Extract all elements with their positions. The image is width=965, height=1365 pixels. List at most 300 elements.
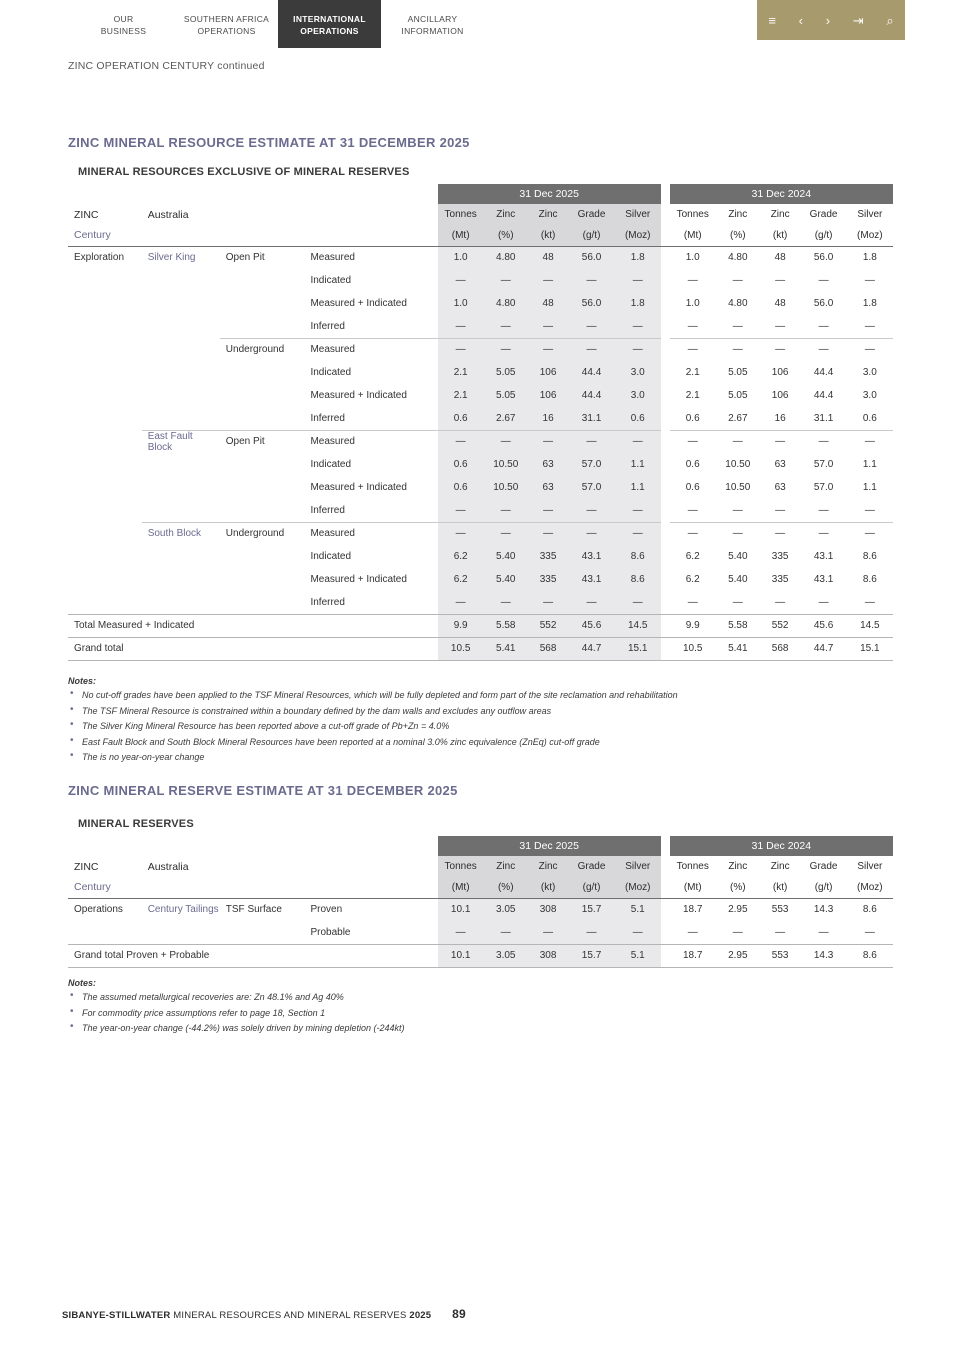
cell-zincpct-2025: 4.80 — [484, 246, 528, 269]
cell-silver-2024: — — [864, 926, 875, 938]
cell-tonnes-2025: 2.1 — [438, 361, 484, 384]
cell-tonnes-2025: 2.1 — [438, 384, 484, 407]
row-class: Measured — [304, 522, 437, 545]
row-gap — [661, 522, 670, 545]
column-header-grade-2025: Grade — [568, 204, 614, 225]
reserve-section-subtitle: MINERAL RESERVES — [78, 818, 194, 830]
row-gap — [661, 315, 670, 338]
row-class: Measured + Indicated — [310, 574, 407, 585]
row-gap — [661, 384, 670, 407]
column-header-silver-2025: Silver — [615, 204, 661, 225]
row-method — [220, 315, 305, 338]
cell-silver-2024: 8.6 — [862, 551, 877, 562]
cell-tonnes-2024: 18.7 — [682, 904, 703, 916]
row-gap — [661, 269, 670, 292]
cell-zinckt-2025: — — [528, 921, 569, 944]
cell-tonnes-2025: — — [438, 338, 484, 361]
cell-tonnes-2025: — — [438, 921, 484, 944]
running-header: ZINC OPERATION CENTURY continued — [68, 60, 265, 72]
grand-total-silver-2025: 5.1 — [615, 944, 661, 967]
grand-total-label: Grand total Proven + Probable — [74, 950, 210, 961]
row-asset: South Block — [142, 522, 220, 545]
cell-zinckt-2024: 48 — [774, 298, 786, 309]
cell-zinckt-2025: — — [528, 591, 569, 614]
cell-tonnes-2025: — — [438, 269, 484, 292]
row-gap — [661, 545, 670, 568]
unit-header-moz-2024: (Moz) — [857, 881, 883, 893]
empty-header-cell — [68, 836, 438, 856]
row-asset — [142, 338, 220, 361]
row-asset — [142, 476, 220, 499]
cell-silver-2024: — — [864, 275, 875, 286]
cell-zincpct-2025: 5.40 — [484, 545, 528, 568]
cell-zinckt-2025: 63 — [528, 476, 569, 499]
row-asset — [142, 591, 220, 614]
grand-total-zinckt-2025: 308 — [528, 944, 569, 967]
row-asset — [142, 269, 220, 292]
row-asset: Silver King — [147, 252, 196, 264]
column-header-silver-2024: Silver — [857, 209, 883, 220]
table-row — [68, 384, 893, 407]
row-method — [220, 407, 305, 430]
cell-grade-2025: 57.0 — [568, 476, 614, 499]
row-class: Indicated — [310, 367, 352, 378]
cell-zinckt-2025: — — [528, 499, 569, 522]
grand-total-zinckt-2024: 553 — [771, 950, 789, 961]
nav-item-southern-africa-operations[interactable] — [175, 0, 278, 48]
column-header-zinc-pct-2024: Zinc — [728, 209, 748, 220]
unit-header-moz-2025: (Moz) — [615, 225, 661, 246]
grand-total-tonnes-2025: 10.5 — [438, 637, 484, 660]
cell-zincpct-2025: — — [484, 315, 528, 338]
row-class: Measured + Indicated — [310, 390, 407, 401]
grand-total-silver-2024: 15.1 — [860, 643, 880, 654]
unit-header-mt-2025: (Mt) — [438, 877, 484, 898]
table-row — [68, 338, 893, 361]
grand-total-label: Grand total — [74, 643, 124, 654]
cell-tonnes-2024: 0.6 — [685, 412, 700, 424]
table-row — [68, 407, 893, 430]
column-header-country: Australia — [147, 208, 189, 221]
cell-zincpct-2024: 2.95 — [728, 904, 748, 916]
cell-grade-2025: — — [568, 430, 614, 453]
row-class: Measured — [304, 338, 437, 361]
cell-zinckt-2024: 335 — [771, 551, 789, 562]
cell-silver-2025: 1.1 — [615, 453, 661, 476]
table-row — [68, 430, 893, 453]
grand-total-silver-2025: 15.1 — [615, 637, 661, 660]
cell-silver-2024: — — [847, 338, 893, 361]
row-method: TSF Surface — [225, 904, 282, 916]
cell-zinckt-2025: — — [528, 430, 569, 453]
cell-grade-2024: 44.4 — [813, 390, 834, 401]
cell-grade-2024: 56.0 — [813, 298, 834, 309]
cell-silver-2024: — — [864, 320, 875, 332]
menu-icon[interactable]: ≡ — [768, 12, 776, 28]
cell-grade-2025: — — [568, 499, 614, 522]
cell-silver-2025: 8.6 — [615, 568, 661, 591]
cell-grade-2024: — — [818, 275, 829, 286]
grand-total-zincpct-2024: 2.95 — [728, 950, 748, 961]
cell-grade-2024: 44.4 — [813, 367, 834, 378]
cell-tonnes-2024: 2.1 — [685, 390, 700, 401]
row-gap — [661, 898, 670, 921]
cell-grade-2024: 57.0 — [813, 482, 834, 493]
grand-total-zincpct-2025: 5.41 — [484, 637, 528, 660]
cell-tonnes-2024: 2.1 — [685, 367, 700, 378]
empty-header-cell — [142, 225, 438, 246]
grand-total-silver-2024: 8.6 — [862, 950, 877, 961]
nav-toolbar — [757, 0, 905, 40]
row-asset: East Fault Block — [142, 430, 220, 453]
cell-zincpct-2024: 10.50 — [725, 482, 751, 493]
cell-grade-2025: — — [568, 591, 614, 614]
cell-grade-2025: — — [568, 522, 614, 545]
cell-grade-2024: — — [818, 320, 829, 332]
row-category — [68, 591, 142, 614]
row-gap — [661, 637, 670, 660]
row-category — [68, 499, 142, 522]
cell-silver-2024: 1.8 — [862, 252, 877, 264]
nav-item-international-operations[interactable] — [278, 0, 381, 48]
resource-section-subtitle: MINERAL RESOURCES EXCLUSIVE OF MINERAL RESERVES — [78, 166, 410, 178]
search-icon[interactable]: ⌕ — [886, 12, 894, 28]
cell-zinckt-2025: 106 — [528, 384, 569, 407]
table-column-header-row-2 — [68, 877, 893, 898]
cell-silver-2025: 1.8 — [615, 246, 661, 269]
footer-brand: SIBANYE-STILLWATER — [62, 1310, 171, 1321]
column-header-zinc-kt-2024: Zinc — [770, 209, 790, 220]
cell-zincpct-2025: — — [484, 269, 528, 292]
header-gap — [661, 225, 670, 246]
cell-tonnes-2024: — — [687, 320, 698, 332]
header-gap — [661, 877, 670, 898]
table-row — [68, 522, 893, 545]
header-gap — [661, 204, 670, 225]
cell-zincpct-2025: 10.50 — [484, 453, 528, 476]
total-zincpct-2024: 5.58 — [728, 620, 748, 631]
row-category — [68, 338, 142, 361]
row-category — [68, 476, 142, 499]
period-header-2024: 31 Dec 2024 — [670, 836, 893, 856]
cell-tonnes-2025: 1.0 — [438, 292, 484, 315]
row-category — [68, 522, 142, 545]
mineral-reserve-table — [68, 836, 893, 968]
table-row — [68, 898, 893, 921]
column-header-zinc-kt-2025: Zinc — [528, 204, 569, 225]
cell-silver-2025: — — [615, 430, 661, 453]
cell-silver-2025: — — [615, 338, 661, 361]
cell-grade-2024: — — [818, 926, 829, 938]
cell-silver-2024: 3.0 — [862, 390, 877, 401]
table-row — [68, 269, 893, 292]
cell-zincpct-2025: 4.80 — [484, 292, 528, 315]
cell-silver-2025: 1.8 — [615, 292, 661, 315]
cell-zincpct-2024: — — [732, 275, 743, 286]
next-page-icon[interactable]: › — [825, 12, 831, 28]
row-class: Indicated — [310, 459, 352, 470]
cell-grade-2025: 44.4 — [568, 384, 614, 407]
cell-zincpct-2025: 5.40 — [484, 568, 528, 591]
row-method — [220, 361, 305, 384]
table-row — [68, 499, 893, 522]
cell-zinckt-2024: 106 — [771, 367, 789, 378]
cell-zinckt-2024: — — [760, 522, 801, 545]
table-row — [68, 246, 893, 269]
cell-tonnes-2024: 1.0 — [685, 298, 700, 309]
nav-item-label-line1: ANCILLARY — [407, 14, 458, 24]
note-item: • The assumed metallurgical recoveries are: Zn 48.1% and Ag 40% — [68, 991, 898, 1003]
cell-tonnes-2024: 6.2 — [685, 551, 700, 562]
row-class: Inferred — [310, 412, 345, 424]
table-row — [68, 453, 893, 476]
cell-tonnes-2025: — — [438, 499, 484, 522]
cell-tonnes-2025: 0.6 — [438, 453, 484, 476]
cell-grade-2025: 43.1 — [568, 568, 614, 591]
cell-zinckt-2024: — — [775, 504, 786, 516]
nav-item-ancillary-information[interactable] — [381, 0, 484, 48]
row-category — [68, 384, 142, 407]
row-class: Inferred — [310, 596, 345, 608]
column-header-grade-2024: Grade — [809, 861, 838, 872]
cell-tonnes-2024: — — [687, 504, 698, 516]
table-period-header-row — [68, 836, 893, 856]
cell-tonnes-2024: 1.0 — [685, 252, 700, 264]
previous-page-icon[interactable]: ‹ — [798, 12, 803, 28]
unit-header-mt-2024: (Mt) — [683, 881, 702, 893]
cell-zinckt-2024: 553 — [771, 904, 789, 916]
total-zincpct-2025: 5.58 — [484, 614, 528, 637]
cell-tonnes-2024: — — [687, 596, 698, 608]
row-method — [220, 292, 305, 315]
nav-item-label-line2: OPERATIONS — [197, 26, 256, 36]
note-item: • For commodity price assumptions refer to page 18, Section 1 — [68, 1007, 898, 1019]
column-header-tonnes-2025: Tonnes — [438, 856, 484, 877]
row-class: Inferred — [310, 504, 345, 516]
cell-tonnes-2025: — — [438, 591, 484, 614]
total-tonnes-2025: 9.9 — [438, 614, 484, 637]
cell-tonnes-2025: — — [438, 430, 484, 453]
cell-grade-2025: — — [568, 315, 614, 338]
row-asset: Century Tailings — [147, 904, 219, 916]
table-column-header-row-1 — [68, 204, 893, 225]
grand-total-grade-2024: 14.3 — [813, 950, 834, 961]
row-method — [220, 453, 305, 476]
cell-silver-2024: 8.6 — [862, 574, 877, 585]
note-item: • The Silver King Mineral Resource has been reported above a cut-off grade of Pb+Zn = 4.0% — [68, 720, 898, 732]
column-header-silver-2025: Silver — [615, 856, 661, 877]
table-row — [68, 921, 893, 944]
column-header-zinc-pct-2024: Zinc — [728, 861, 748, 872]
footer-page-number: 89 — [452, 1307, 466, 1321]
cell-tonnes-2025: 1.0 — [438, 246, 484, 269]
table-column-header-row-1 — [68, 856, 893, 877]
cell-tonnes-2024: — — [687, 926, 698, 938]
cell-zincpct-2024: 4.80 — [728, 298, 748, 309]
cell-zincpct-2025: 3.05 — [484, 898, 528, 921]
total-silver-2025: 14.5 — [615, 614, 661, 637]
total-grade-2025: 45.6 — [568, 614, 614, 637]
cell-grade-2025: — — [568, 338, 614, 361]
total-zinckt-2024: 552 — [771, 620, 789, 631]
total-label: Total Measured + Indicated — [74, 620, 195, 631]
cell-zinckt-2025: — — [528, 522, 569, 545]
cell-silver-2024: 8.6 — [862, 904, 877, 916]
cell-silver-2025: — — [615, 522, 661, 545]
cell-zincpct-2024: 2.67 — [728, 412, 748, 424]
cell-tonnes-2025: 10.1 — [438, 898, 484, 921]
row-method: Open Pit — [220, 430, 305, 453]
exit-icon[interactable]: ⇥ — [852, 12, 864, 28]
footer-year: 2025 — [409, 1310, 432, 1321]
cell-zinckt-2024: 106 — [771, 390, 789, 401]
row-category — [68, 430, 142, 453]
cell-zinckt-2025: 308 — [528, 898, 569, 921]
row-asset — [142, 568, 220, 591]
row-method — [220, 591, 305, 614]
nav-item-label-line2: OPERATIONS — [300, 26, 359, 36]
column-header-zinc-pct-2025: Zinc — [484, 856, 528, 877]
unit-header-moz-2025: (Moz) — [615, 877, 661, 898]
cell-zincpct-2025: — — [484, 430, 528, 453]
cell-grade-2024: 43.1 — [813, 551, 834, 562]
note-item: • The is no year-on-year change — [68, 751, 898, 763]
cell-grade-2024: 14.3 — [813, 904, 834, 916]
cell-zinckt-2024: 335 — [771, 574, 789, 585]
cell-grade-2025: 44.4 — [568, 361, 614, 384]
nav-item-label-line2: BUSINESS — [100, 26, 147, 36]
row-gap — [661, 453, 670, 476]
nav-item-label-line1: INTERNATIONAL — [293, 14, 366, 24]
row-asset — [142, 407, 220, 430]
empty-header-cell — [68, 184, 438, 204]
total-tonnes-2024: 9.9 — [685, 620, 700, 631]
row-gap — [661, 430, 670, 453]
grand-total-zinckt-2025: 568 — [528, 637, 569, 660]
cell-zinckt-2025: 335 — [528, 545, 569, 568]
row-class: Measured + Indicated — [310, 298, 407, 309]
cell-zinckt-2024: — — [760, 338, 801, 361]
row-asset — [142, 384, 220, 407]
cell-zincpct-2024: 5.40 — [728, 551, 748, 562]
cell-silver-2024: 1.1 — [862, 459, 877, 470]
cell-silver-2025: — — [615, 591, 661, 614]
column-header-grade-2025: Grade — [568, 856, 614, 877]
cell-zincpct-2025: 5.05 — [484, 361, 528, 384]
cell-zincpct-2024: 5.05 — [728, 367, 748, 378]
cell-zincpct-2025: 2.67 — [484, 407, 528, 430]
cell-grade-2024: 56.0 — [813, 252, 834, 264]
cell-silver-2025: 3.0 — [615, 384, 661, 407]
cell-grade-2025: 56.0 — [568, 246, 614, 269]
total-grade-2024: 45.6 — [813, 620, 834, 631]
cell-zinckt-2025: 48 — [528, 246, 569, 269]
cell-zincpct-2024: — — [732, 926, 743, 938]
note-item: • East Fault Block and South Block Mineral Resources have been reported at a nominal 3.0% zinc equivalence (ZnEq) cut-off grade — [68, 736, 898, 748]
cell-grade-2024: 57.0 — [813, 459, 834, 470]
row-class: Indicated — [310, 551, 352, 562]
cell-silver-2025: — — [615, 315, 661, 338]
unit-header-gt-2025: (g/t) — [568, 225, 614, 246]
row-asset — [142, 315, 220, 338]
cell-zincpct-2024: 5.40 — [728, 574, 748, 585]
column-header-zinc-kt-2024: Zinc — [770, 861, 790, 872]
column-header-tonnes-2025: Tonnes — [438, 204, 484, 225]
nav-item-label-line1: SOUTHERN AFRICA — [183, 14, 270, 24]
cell-grade-2024: — — [800, 430, 846, 453]
cell-silver-2024: 0.6 — [862, 412, 877, 424]
empty-header-cell — [142, 877, 438, 898]
resource-section-title: ZINC MINERAL RESOURCE ESTIMATE AT 31 DECEMBER 2025 — [68, 135, 470, 150]
notes-title: Notes: — [68, 978, 97, 988]
cell-tonnes-2025: 0.6 — [438, 476, 484, 499]
cell-zinckt-2025: 48 — [528, 292, 569, 315]
column-header-zinc: ZINC — [74, 860, 99, 873]
cell-zinckt-2025: — — [528, 315, 569, 338]
row-category — [68, 269, 142, 292]
cell-tonnes-2025: 0.6 — [438, 407, 484, 430]
reserve-section-title: ZINC MINERAL RESERVE ESTIMATE AT 31 DECEMBER 2025 — [68, 783, 458, 798]
cell-zinckt-2025: — — [528, 269, 569, 292]
unit-header-gt-2024: (g/t) — [814, 881, 833, 893]
grand-total-tonnes-2024: 18.7 — [682, 950, 703, 961]
nav-item-label-line1: OUR — [113, 14, 134, 24]
row-category — [68, 407, 142, 430]
cell-zincpct-2025: — — [484, 338, 528, 361]
cell-zinckt-2024: 63 — [774, 482, 786, 493]
top-navigation — [0, 0, 965, 56]
cell-zincpct-2025: — — [484, 591, 528, 614]
cell-grade-2024: — — [800, 338, 846, 361]
table-column-header-row-2 — [68, 225, 893, 246]
row-method — [220, 269, 305, 292]
cell-silver-2024: — — [847, 522, 893, 545]
nav-item-our-business[interactable] — [72, 0, 175, 48]
cell-grade-2024: — — [818, 504, 829, 516]
cell-grade-2025: — — [568, 921, 614, 944]
cell-zincpct-2025: — — [484, 499, 528, 522]
period-header-2025: 31 Dec 2025 — [438, 836, 661, 856]
row-asset — [142, 453, 220, 476]
unit-header-kt-2024: (kt) — [772, 229, 788, 241]
column-header-grade-2024: Grade — [809, 209, 838, 220]
unit-header-pct-2024: (%) — [730, 229, 746, 241]
column-header-century: Century — [74, 229, 111, 242]
reserve-notes — [68, 978, 898, 1038]
unit-header-gt-2024: (g/t) — [814, 229, 833, 241]
note-item: • The year-on-year change (-44.2%) was solely driven by mining depletion (-244kt) — [68, 1022, 898, 1034]
row-class: Proven — [310, 904, 343, 916]
row-class: Measured + Indicated — [310, 482, 407, 493]
cell-tonnes-2025: 6.2 — [438, 568, 484, 591]
table-row — [68, 591, 893, 614]
column-header-zinc-kt-2025: Zinc — [528, 856, 569, 877]
cell-grade-2025: 31.1 — [568, 407, 614, 430]
note-item: • No cut-off grades have been applied to the TSF Mineral Resources, which will be fully depleted and form part of the site reclamation and rehabilitation — [68, 689, 898, 701]
cell-silver-2025: — — [615, 269, 661, 292]
cell-zincpct-2025: 5.05 — [484, 384, 528, 407]
table-row — [68, 361, 893, 384]
cell-zinckt-2025: 63 — [528, 453, 569, 476]
cell-silver-2024: 3.0 — [862, 367, 877, 378]
cell-zinckt-2024: — — [775, 596, 786, 608]
cell-tonnes-2025: 6.2 — [438, 545, 484, 568]
cell-tonnes-2025: — — [438, 315, 484, 338]
mineral-resource-table — [68, 184, 893, 661]
unit-header-mt-2024: (Mt) — [683, 229, 702, 241]
unit-header-pct-2025: (%) — [484, 877, 528, 898]
row-method: Open Pit — [225, 252, 265, 264]
